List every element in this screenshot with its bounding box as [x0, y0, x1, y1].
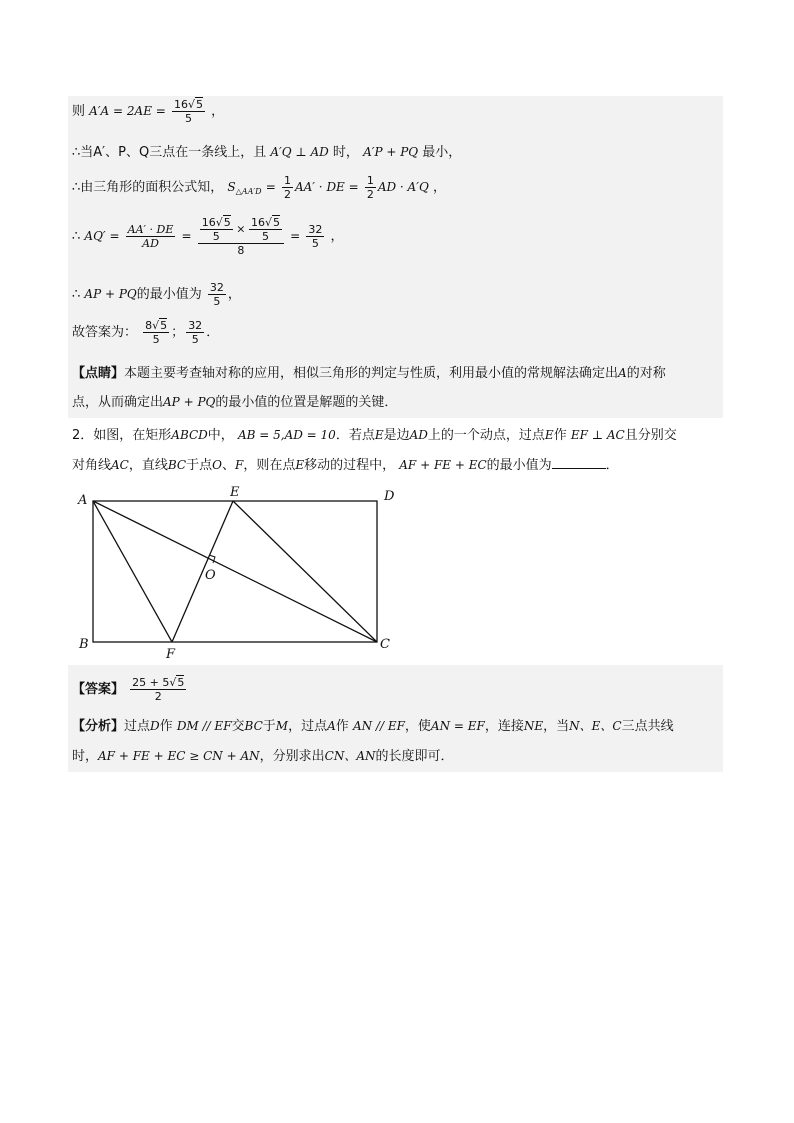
rectangle-figure: [72, 480, 432, 660]
label-e: E: [230, 485, 240, 500]
problem-2-line-2: 对角线AC，直线BC于点O、F，则在点E移动的过程中， AF + FE + EC的最小值为 ．: [72, 458, 619, 473]
problem-2-line-1: 2．如图，在矩形ABCD中， AB = 5,AD = 10．若点E是边AD上的一个动点，过点E作 EF ⊥ AC且分别交: [72, 428, 677, 443]
segment-af: [93, 501, 172, 642]
solution-line-3: ∴由三角形的面积公式知， $S_{\triangle AA'D}$ = $\frac{1}{2}$ AA′ · DE = $\frac{1}{2}$ AD · A′Q ，: [72, 174, 446, 201]
label-d: D: [384, 489, 395, 504]
label-a: A: [78, 493, 88, 508]
compound-fraction: $\frac{16√5}{5}$ × $\frac{16√5}{5}$ 8: [198, 216, 284, 257]
diagonal-ac: [93, 501, 377, 642]
label-o: O: [205, 568, 216, 583]
label-c: C: [380, 637, 390, 652]
label-f: F: [166, 647, 176, 660]
label-b: B: [79, 637, 89, 652]
key-point-line-1: 【点睛】本题主要考查轴对称的应用，相似三角形的判定与性质，利用最小值的常规解法确定出A的对称: [72, 366, 666, 381]
solution-line-4: ∴ AQ′ = $\frac{AA' \cdot DE}{AD}$ = $\frac{16√5}{5}$ × $\frac{16√5}{5}$ 8 = $\frac{32}{5}$ ，: [72, 216, 344, 257]
solution-line-5: ∴ AP + PQ的最小值为 $\frac{32}{5}$ ，: [72, 281, 241, 308]
solution-line-2: ∴当A′、P、Q三点在一条线上，且 A′Q ⊥ AD 时， A′P + PQ 最小，: [72, 145, 462, 160]
key-point-line-2: 点，从而确定出AP + PQ的最小值的位置是解题的关键．: [72, 395, 398, 410]
answer-section: 【答案】 $\frac{25 + 5√5}{2}$: [72, 676, 185, 703]
answer-line: 故答案为： $\frac{8√5}{5}$ ； $\frac{32}{5}$ ．: [72, 319, 220, 346]
fraction: $\frac{16√5}{5}$: [173, 98, 203, 125]
answer-blank: [552, 456, 606, 469]
segment-fe: [172, 501, 233, 642]
segment-ec: [233, 501, 377, 642]
analysis-line-2: 时，AF + FE + EC ≥ CN + AN，分别求出CN、AN的长度即可．: [72, 749, 454, 764]
solution-line-1: 则 A′A = 2AE = $\frac{16√5}{5}$ ，: [72, 98, 225, 125]
analysis-line-1: 【分析】过点D作 DM // EF交BC于M，过点A作 AN // EF，使AN = EF，连接NE，当N、E、C三点共线: [72, 719, 674, 734]
